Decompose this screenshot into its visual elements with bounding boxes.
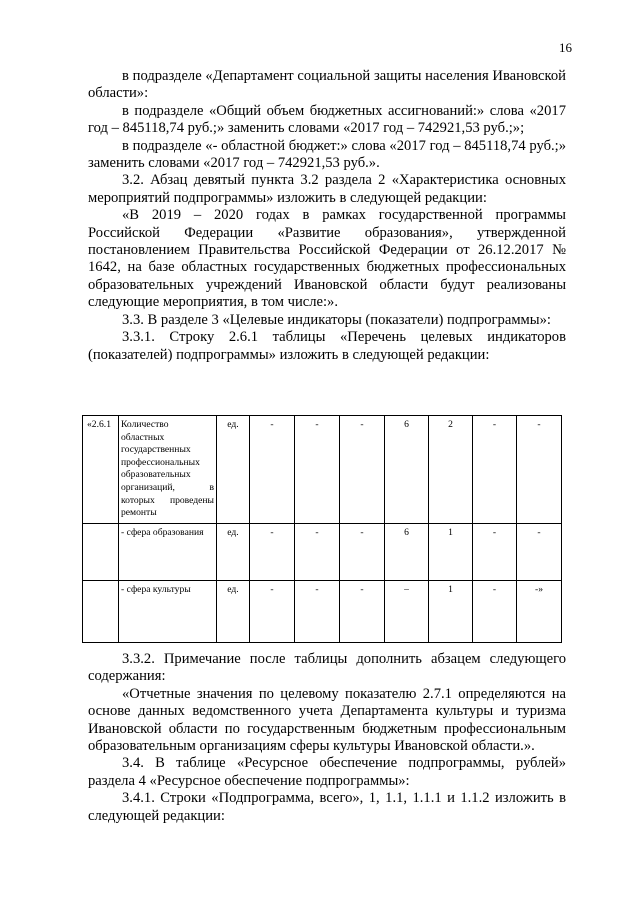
value-cell: 1: [429, 580, 473, 642]
value-cell: -»: [517, 580, 562, 642]
body-text-bottom: [88, 651, 566, 825]
paragraph: 3.4.1. Строки «Подпрограмма, всего», 1, 1.1, 1.1.1 и 1.1.2 изложить в следующей редакции:: [88, 790, 566, 824]
unit-cell: ед.: [217, 523, 250, 580]
page-number: 16: [559, 40, 572, 55]
value-cell: -: [295, 416, 340, 524]
value-cell: -: [517, 523, 562, 580]
paragraph: «В 2019 – 2020 годах в рамках государственной программы Российской Федерации «Развитие образования», утвержденной постановлением Правительства Российской Федерации от 26.12.2017 № 1642, на базе областных государственных бюджетных профессиональных образовательных учреждений Ивановской области будут реализованы следующие мероприятия, в том числе:».: [88, 207, 566, 311]
value-cell: –: [385, 580, 429, 642]
paragraph: 3.4. В таблице «Ресурсное обеспечение подпрограммы, рублей» раздела 4 «Ресурсное обеспечение подпрограммы»:: [88, 755, 566, 789]
paragraph: в подразделе «Общий объем бюджетных ассигнований:» слова «2017 год – 845118,74 руб.;» заменить словами «2017 год – 742921,53 руб.;»;: [88, 102, 566, 137]
value-cell: -: [340, 523, 385, 580]
value-cell: -: [517, 416, 562, 524]
unit-cell: ед.: [217, 416, 250, 524]
paragraph: 3.3.2. Примечание после таблицы дополнить абзацем следующего содержания:: [88, 651, 566, 685]
row-number: [83, 580, 119, 642]
value-cell: -: [250, 580, 295, 642]
row-number: «2.6.1: [83, 416, 119, 524]
paragraph: «Отчетные значения по целевому показателю 2.7.1 определяются на основе данных ведомственного учета Департамента культуры и туризма Ивановской области по государственным бюджетным профессиональным образовательным организациям сферы культуры Ивановской области.».: [88, 685, 566, 755]
value-cell: 6: [385, 523, 429, 580]
body-text-top: [88, 68, 566, 364]
paragraph: в подразделе «Департамент социальной защиты населения Ивановской области»:: [88, 68, 566, 102]
value-cell: 2: [429, 416, 473, 524]
value-cell: -: [295, 580, 340, 642]
value-cell: -: [295, 523, 340, 580]
value-cell: -: [340, 580, 385, 642]
table-row: [83, 580, 562, 642]
table-row: [83, 523, 562, 580]
table-row: [83, 416, 562, 524]
value-cell: 6: [385, 416, 429, 524]
paragraph: 3.2. Абзац девятый пункта 3.2 раздела 2 «Характеристика основных мероприятий подпрограммы» изложить в следующей редакции:: [88, 172, 566, 206]
unit-cell: ед.: [217, 580, 250, 642]
value-cell: -: [473, 416, 517, 524]
value-cell: -: [473, 523, 517, 580]
indicator-name: Количество областных государственных профессиональных образовательных организаций, в которых проведены ремонты: [119, 416, 217, 524]
row-number: [83, 523, 119, 580]
paragraph: 3.3. В разделе 3 «Целевые индикаторы (показатели) подпрограммы»:: [122, 311, 551, 328]
value-cell: 1: [429, 523, 473, 580]
value-cell: -: [250, 416, 295, 524]
indicator-name: - сфера образования: [119, 523, 217, 580]
value-cell: -: [473, 580, 517, 642]
indicators-table: [82, 415, 562, 643]
paragraph: в подразделе «- областной бюджет:» слова «2017 год – 845118,74 руб.;» заменить словами «2017 год – 742921,53 руб.».: [88, 137, 566, 172]
value-cell: -: [250, 523, 295, 580]
paragraph: 3.3.1. Строку 2.6.1 таблицы «Перечень целевых индикаторов (показателей) подпрограммы» изложить в следующей редакции:: [88, 329, 566, 363]
indicator-name: - сфера культуры: [119, 580, 217, 642]
value-cell: -: [340, 416, 385, 524]
